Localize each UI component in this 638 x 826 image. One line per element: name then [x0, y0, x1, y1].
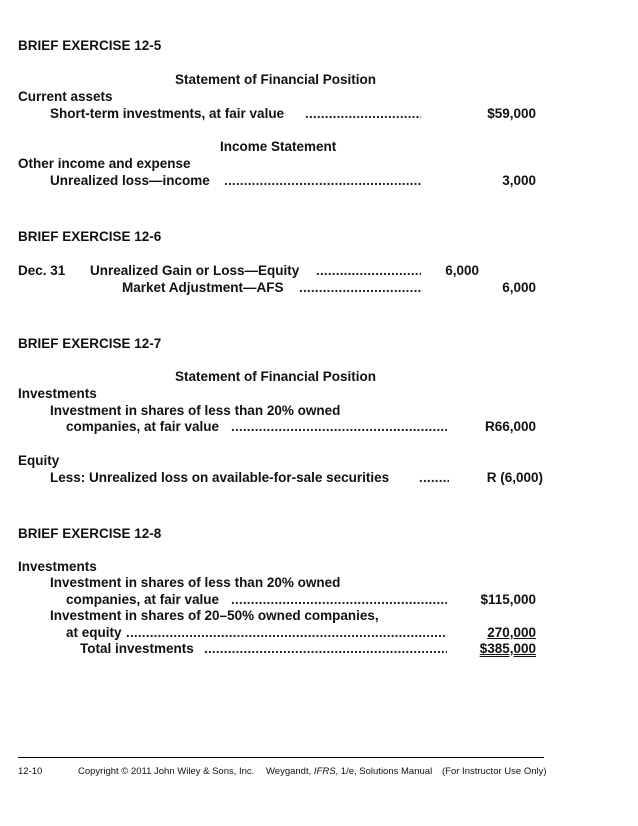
be6-credit-account: Market Adjustment—AFS: [122, 280, 284, 295]
be8-total-amount-cell: [440, 641, 536, 657]
be7-less-label: Less: Unrealized loss on available-for-sale securities: [50, 470, 390, 485]
be8-inv2-line1: Investment in shares of 20–50% owned companies,: [50, 608, 379, 623]
be8-heading: BRIEF EXERCISE 12-8: [18, 526, 162, 541]
be5-heading: BRIEF EXERCISE 12-5: [18, 38, 162, 53]
be5-current-assets: Current assets: [18, 89, 113, 104]
be8-inv2-amount-cell: [440, 625, 536, 641]
be7-inv-amount: R66,000: [484, 419, 536, 434]
leader-dots: [231, 592, 447, 608]
be5-other-income: Other income and expense: [18, 156, 191, 171]
be6-credit-amount: 6,000: [502, 280, 536, 295]
be5-is-title: Income Statement: [220, 139, 337, 154]
be8-inv1-line2: companies, at fair value: [66, 592, 220, 607]
leader-dots: [299, 280, 421, 296]
footer-book-ital: IFRS: [313, 766, 336, 777]
footer-note: (For Instructor Use Only): [442, 766, 547, 777]
be5-sfp-title: Statement of Financial Position: [175, 72, 377, 87]
footer-book-post: , 1/e, Solutions Manual: [335, 766, 433, 777]
be5-unrealized-amount: 3,000: [502, 173, 536, 188]
be5-sti-label: Short-term investments, at fair value: [50, 106, 285, 121]
be5-sti-amount: $59,000: [487, 106, 536, 121]
footer-copyright: Copyright © 2011 John Wiley & Sons, Inc.: [78, 766, 255, 777]
be7-heading: BRIEF EXERCISE 12-7: [18, 336, 162, 351]
be7-sfp-title: Statement of Financial Position: [175, 369, 377, 384]
footer-book: [266, 766, 432, 777]
leader-dots: [419, 470, 449, 486]
be6-debit-account: Unrealized Gain or Loss—Equity: [90, 263, 300, 278]
leader-dots: [224, 173, 421, 189]
be7-inv-line2: companies, at fair value: [66, 419, 220, 434]
be8-total-amount: $385,000: [479, 641, 536, 656]
be7-equity: Equity: [18, 453, 60, 468]
leader-dots: [305, 106, 421, 122]
be7-inv-line1: Investment in shares of less than 20% owned: [50, 403, 341, 418]
be5-unrealized-label: Unrealized loss—income: [50, 173, 210, 188]
be7-less-amount: R (6,000): [486, 470, 543, 485]
be8-total-label: Total investments: [80, 641, 194, 656]
leader-dots: [316, 263, 421, 279]
be8-inv1-amount: $115,000: [480, 592, 536, 607]
footer-rule: [18, 757, 544, 758]
be8-investments: Investments: [18, 559, 97, 574]
be6-date: Dec. 31: [18, 263, 66, 278]
leader-dots: [231, 419, 447, 435]
be8-inv2-line2: at equity: [66, 625, 122, 640]
footer-page-number: 12-10: [18, 766, 43, 777]
leader-dots: [204, 641, 447, 657]
be6-heading: BRIEF EXERCISE 12-6: [18, 229, 162, 244]
be7-investments: Investments: [18, 386, 97, 401]
footer-book-pre: Weygandt,: [266, 766, 314, 777]
be8-inv1-line1: Investment in shares of less than 20% owned: [50, 575, 341, 590]
be8-inv2-amount: 270,000: [487, 625, 536, 640]
leader-dots: [126, 625, 447, 641]
be6-debit-amount: 6,000: [445, 263, 479, 278]
